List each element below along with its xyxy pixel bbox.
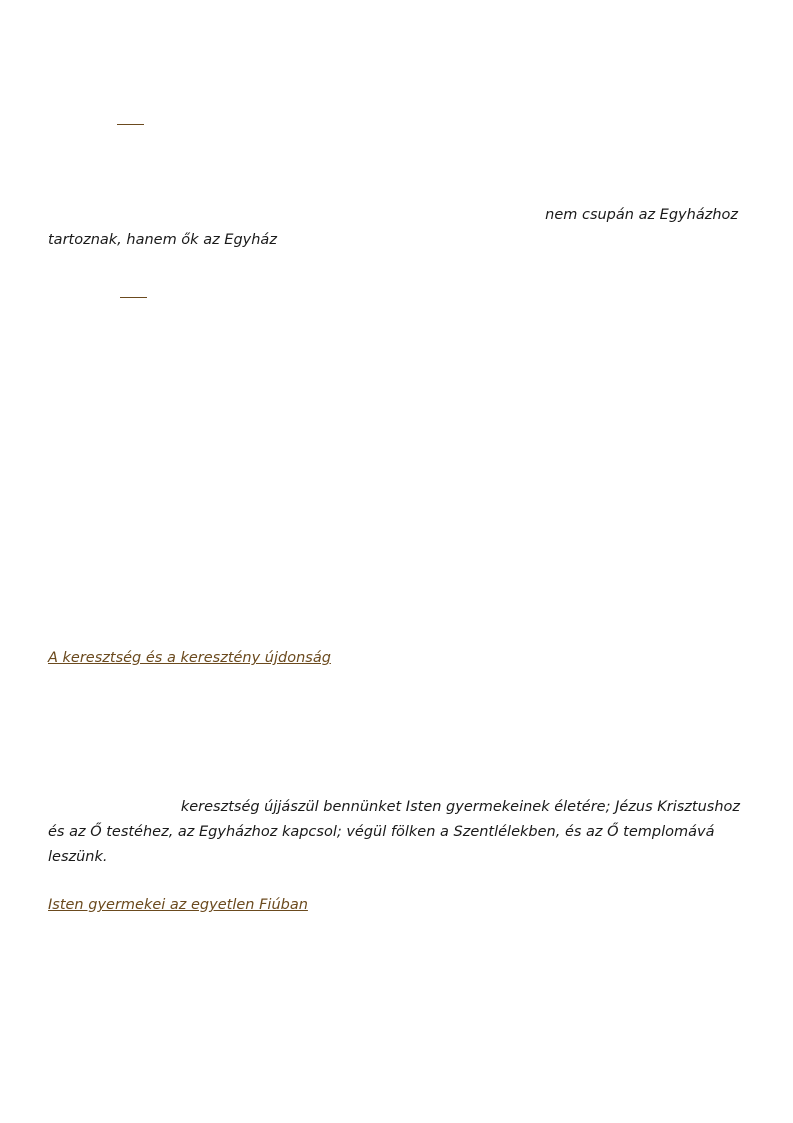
- paragraph-fragment-line: nem csupán az Egyházhoz: [545, 207, 738, 223]
- footnote-rule: [120, 297, 147, 298]
- paragraph-fragment-line: leszünk.: [48, 849, 108, 865]
- section-link-children-of-god[interactable]: Isten gyermekei az egyetlen Fiúban: [48, 897, 308, 913]
- paragraph-fragment-line: tartoznak, hanem ők az Egyház: [48, 232, 277, 248]
- paragraph-fragment-line: keresztség újjászül bennünket Isten gyermekeinek életére; Jézus Krisztushoz: [180, 799, 740, 815]
- paragraph-fragment-line: és az Ő testéhez, az Egyházhoz kapcsol; végül fölken a Szentlélekben, és az Ő templomává: [48, 824, 715, 840]
- footnote-rule: [117, 124, 144, 125]
- section-link-baptism-novelty[interactable]: A keresztség és a keresztény újdonság: [48, 650, 331, 666]
